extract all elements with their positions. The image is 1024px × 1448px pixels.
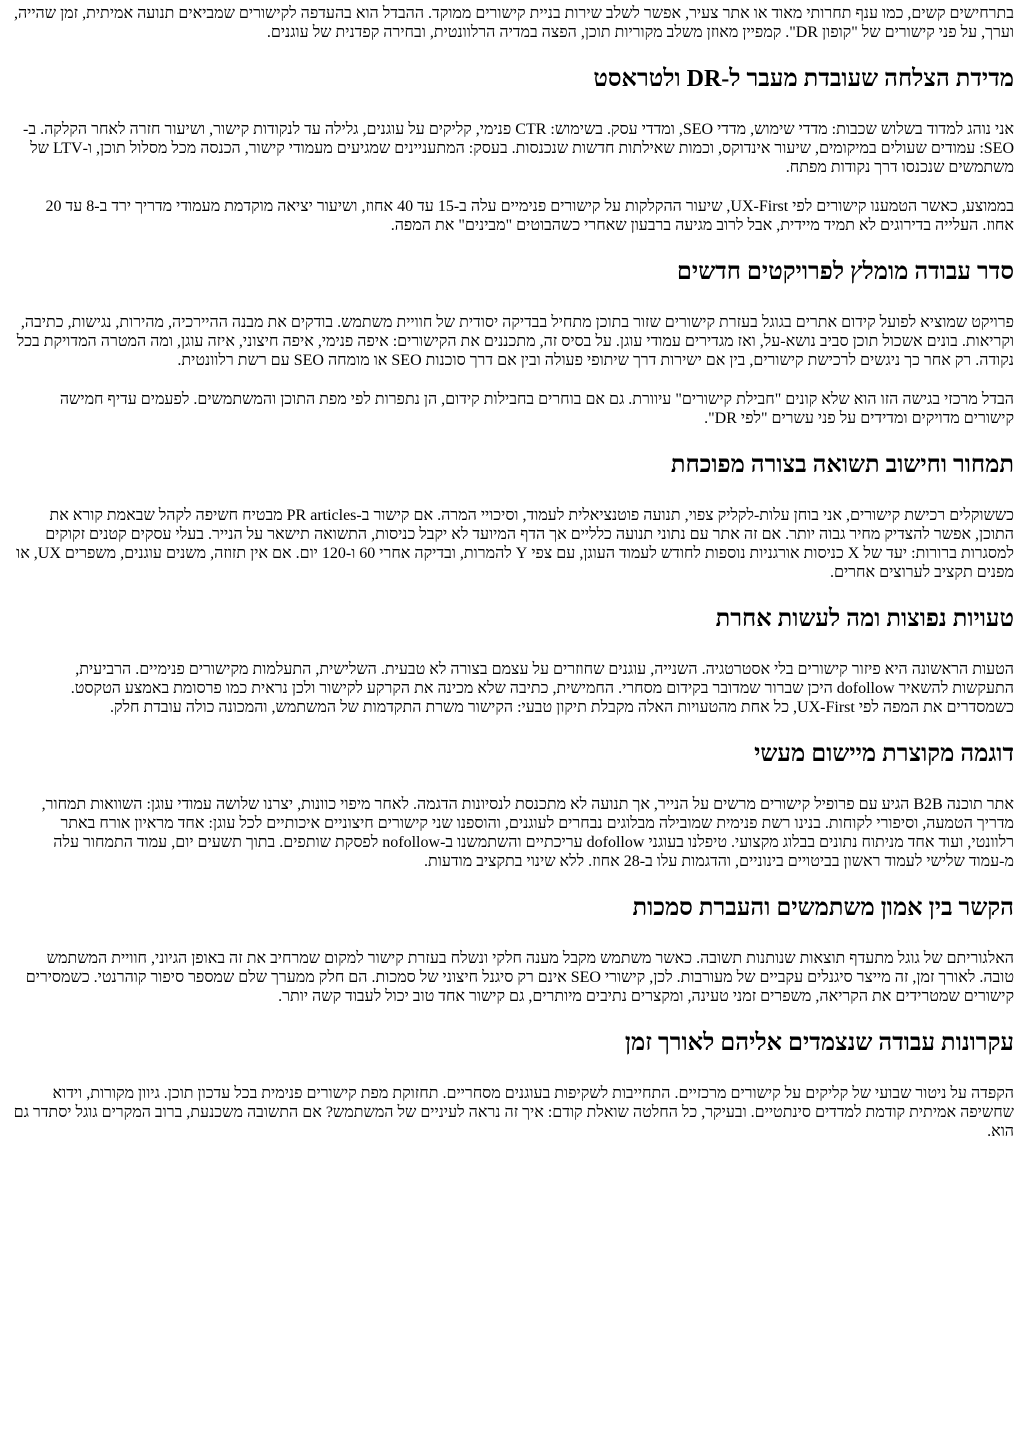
section-heading-user-trust: הקשר בין אמון משתמשים והעברת סמכות xyxy=(632,895,1014,921)
paragraph: אתר תוכנה B2B הגיע עם פרופיל קישורים מרשים על הנייר, אך תנועה לא מתכנסת לנסיונות הדגמה. לאחר מיפוי כוונות, יצרנו שלושה עמודי עוגן: השוואות תמחור, מדריך הטמעה, וסיפורי לקוחות. בנינו רשת פנימית שמובילה מבלוגים נבחרים לעוגנים, והוספנו שני קישורים חיצוניים איכותיים לכל עוגן: אחד מראיון אורח באתר רלוונטי, ועוד אחד מניתוח נתונים בבלוג מקצועי. טיפלנו בעוגני dofollow עריכתיים והשתמשנו ב-nofollow לפסקת שותפים. בתוך תשעים יום, עמוד התמחור עלה מ-עמוד שלישי לעמוד ראשון בביטויים בינוניים, והדגמות עלו ב-28 אחוז. ללא שינוי בתקציב מודעות. xyxy=(41,796,1014,870)
paragraph: האלגוריתם של גוגל מתעדף תוצאות שנותנות תשובה. כאשר משתמש מקבל מענה חלקי ונשלח בעזרת קישור למקום שמרחיב את זה באופן הגיוני, חוויית המשתמש טובה. לאורך זמן, זה מייצר סיגנלים עקביים של מעורבות. לכן, קישורי SEO אינם רק סיגנל חיצוני של סמכות. הם חלק ממערך שלם שמספר סיפור קוהרנטי. כשמסירים קישורים שמטרידים את הקריאה, משפרים זמני טעינה, ומקצרים נתיבים מיותרים, גם קישור אחד טוב יכול לעבוד קשה יותר. xyxy=(25,950,1014,1005)
section-heading-measuring-success: מדידת הצלחה שעובדת מעבר ל-DR ולטראסט xyxy=(593,66,1014,92)
section-heading-work-order: סדר עבודה מומלץ לפרויקטים חדשים xyxy=(676,259,1014,285)
paragraph: הבדל מרכזי בגישה הזו הוא שלא קונים "חבילת קישורים" עיוורת. גם אם בוחרים בחבילות קידום, הן נתפרות לפי מפת התוכן והמשתמשים. לפעמים עדיף חמישה קישורים מדויקים ומדידים על פני עשרים "לפי DR". xyxy=(59,391,1014,427)
intro-paragraph: בתרחישים קשים, כמו ענף תחרותי מאוד או אתר צעיר, אפשר לשלב שירות בניית קישורים ממוקד. ההבדל הוא בהעדפה לקישורים שמביאים תנועה אמיתית, זמן שהייה, וערך, על פני קישורים של "קופון DR". קמפיין מאוזן משלב מקוריות תוכן, הפצה במדיה הרלוונטית, ובחירה קפדנית של עוגנים. xyxy=(13,5,1014,41)
paragraph: בממוצע, כאשר הטמענו קישורים לפי UX-First, שיעור ההקלקות על קישורים פנימיים עלה ב-15 עד 40 אחוז, ושיעור יציאה מוקדמת מעמודי מדריך ירד ב-8 עד 20 אחוז. העלייה בדירוגים לא תמיד מיידית, אבל לרוב מגיעה ברבעון שאחרי כשהבוטים "מבינים" את המפה. xyxy=(45,198,1014,234)
paragraph: אני נוהג למדוד בשלוש שכבות: מדדי שימוש, מדדי SEO, ומדדי עסק. בשימוש: CTR פנימי, קליקים על עוגנים, גלילה עד לנקודות קישור, ושיעור חזרה לאחר הקלקה. ב-SEO: עמודים שעולים במיקומים, שיעור אינדוקס, וכמות שאילתות חדשות שנכנסות. בעסק: המתעניינים שמגיעים מעמודי קישור, הכנסה מכל מסלול תוכן, ו-LTV של משתמשים שנכנסו דרך נקודות מפתח. xyxy=(23,121,1014,176)
section-heading-practical-example: דוגמה מקוצרת מיישום מעשי xyxy=(754,741,1014,767)
paragraph: הקפדה על ניטור שבועי של קליקים על קישורים מרכזיים. התחייבות לשקיפות בעוגנים מסחריים. תחזוקת מפת קישורים פנימית בכל עדכון תוכן. גיוון מקורות, וידוא שחשיפה אמיתית קודמת למדדים סינתטיים. ובעיקר, כל החלטה שואלת קודם: איך זה נראה לעיניים של המשתמש? אם התשובה משכנעת, ברוב המקרים גוגל יסתדר גם הוא. xyxy=(13,1085,1014,1140)
paragraph: פרויקט שמוציא לפועל קידום אתרים בגוגל בעזרת קישורים שזור בתוכן מתחיל בבדיקה יסודית של חוויית משתמש. בודקים את מבנה ההיירכיה, מהירות, נגישות, כתיבה, וקריאות. בונים אשכול תוכן סביב נושא-על, ואז מגדירים עמודי עוגן. על בסיס זה, מתכננים את הקישורים: איפה פנימי, איפה חיצוני, איזה עוגן, ומה המטרה המדויקת בכל נקודה. רק אחר כך ניגשים לרכישת קישורים, בין אם ישירות דרך שיתופי פעולה ובין אם דרך סוכנות SEO או מומחה SEO עם רשת רלוונטית. xyxy=(16,314,1014,369)
section-heading-pricing-roi: תמחור וחישוב תשואה בצורה מפוכחת xyxy=(670,452,1014,478)
section-heading-work-principles: עקרונות עבודה שנצמדים אליהם לאורך זמן xyxy=(624,1030,1014,1056)
paragraph: כששוקלים רכישת קישורים, אני בוחן עלות-לקליק צפוי, תנועה פוטנציאלית לעמוד, וסיכויי המרה. אם קישור ב-PR articles מבטיח חשיפה לקהל שבאמת קורא את התוכן, אפשר להצדיק מחיר גבוה יותר. אם זה אתר עם נתוני תנועה כלליים אך הדף המיועד לא יקבל כניסות, התשואה תישאר על הנייר. בעלי עסקים קטנים זקוקים למסגרות ברורות: יעד של X כניסות אורגניות נוספות לחודש לעמוד העוגן, עם צפי Y להמרות, ובדיקה אחרי 60 ו-120 יום. אם אין תזוזה, משנים עוגנים, משפרים UX, או מפנים תקציב לערוצים אחרים. xyxy=(16,507,1014,581)
paragraph: הטעות הראשונה היא פיזור קישורים בלי אסטרטגיה. השנייה, עוגנים שחוזרים על עצמם בצורה לא טבעית. השלישית, התעלמות מקישורים פנימיים. הרביעית, התעקשות להשאיר dofollow היכן שברור שמדובר בקידום מסחרי. החמישית, כתיבה שלא מכינה את הקרקע לקישור ולכן נראית כמו פרסומת באמצע הטקסט. כשמסדרים את המפה לפי UX-First, כל אחת מהטעויות האלה מקבלת תיקון טבעי: הקישור משרת התקדמות של המשתמש, והמכונה כולה עובדת חלק. xyxy=(70,661,1014,716)
section-heading-common-mistakes: טעויות נפוצות ומה לעשות אחרת xyxy=(715,606,1014,632)
